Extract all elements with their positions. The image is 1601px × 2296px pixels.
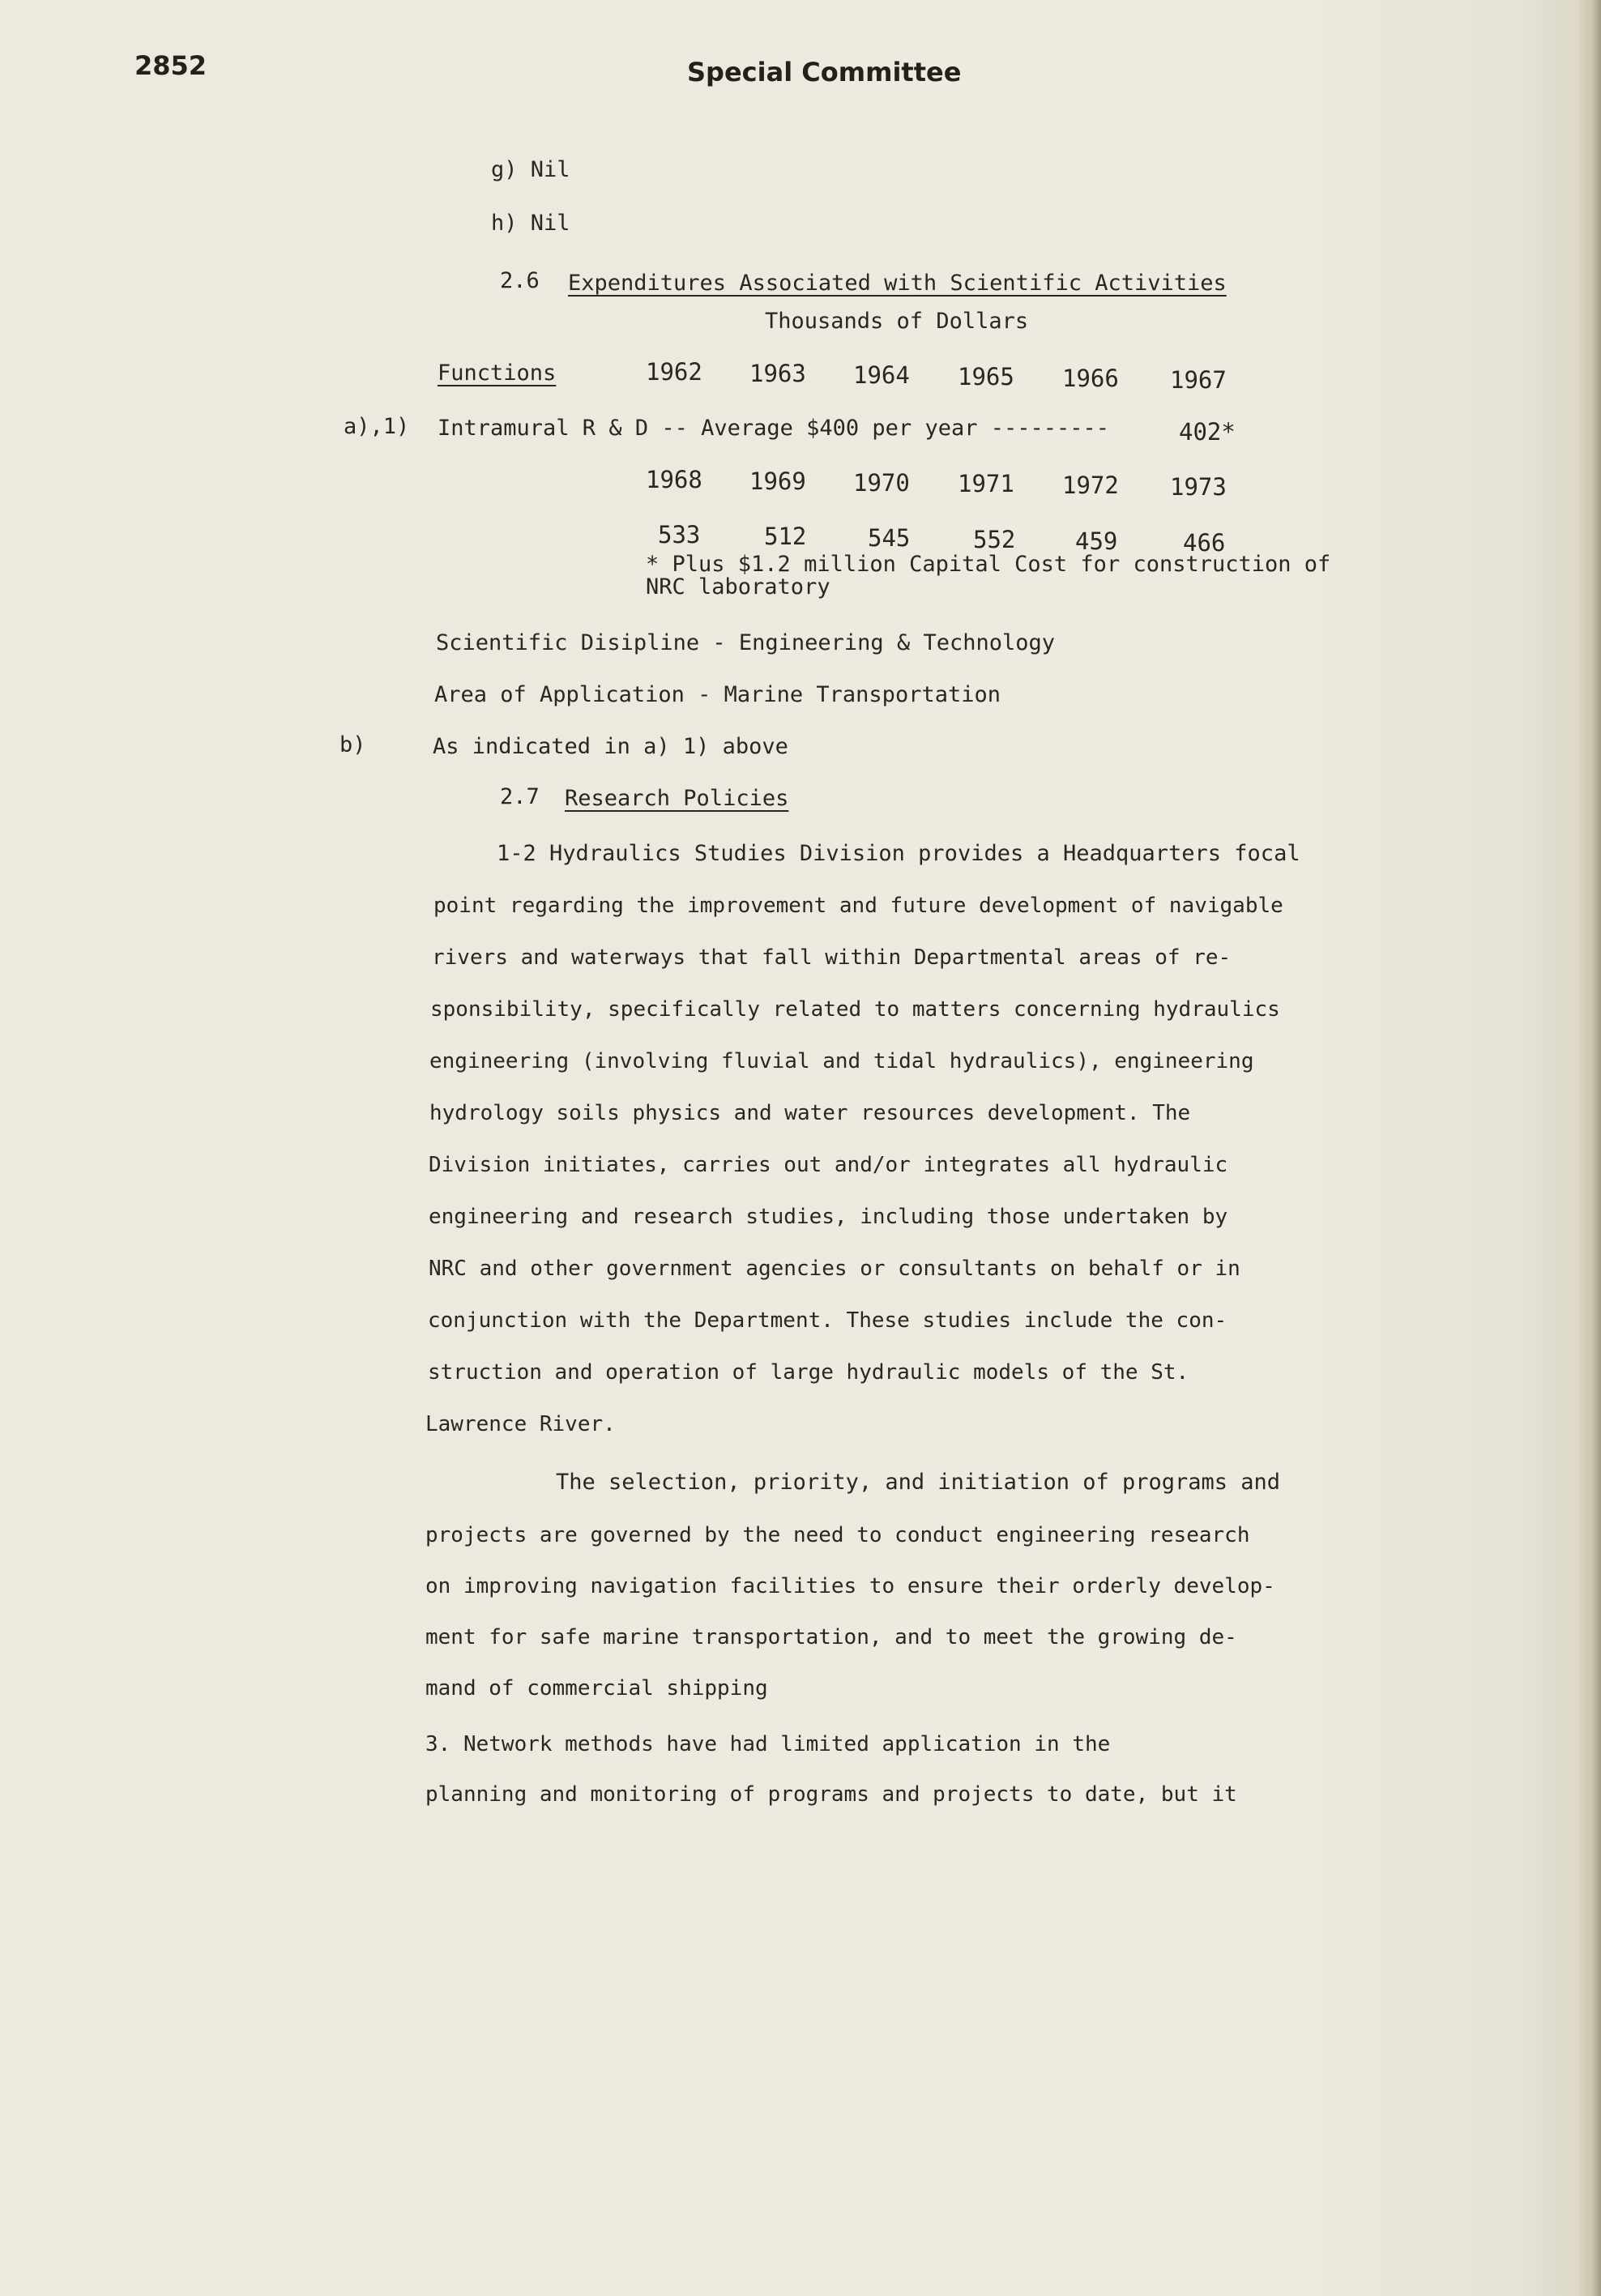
- value-cell: 512: [764, 523, 807, 550]
- item-b-marker: b): [339, 732, 366, 758]
- paragraph-line: Lawrence River.: [425, 1412, 616, 1436]
- year-cell: 1971: [958, 470, 1014, 497]
- paragraph-line: hydrology soils physics and water resources development. The: [429, 1101, 1191, 1125]
- value-cell: 466: [1183, 529, 1226, 557]
- section-2-7-heading: Research Policies: [565, 786, 789, 811]
- item-h: h) Nil: [491, 211, 570, 236]
- section-2-6-number: 2.6: [500, 268, 540, 293]
- table-units: Thousands of Dollars: [765, 309, 1029, 334]
- year-cell: 1964: [853, 361, 910, 389]
- intramural-row-text: Intramural R & D -- Average $400 per year ---------: [438, 416, 1110, 441]
- year-cell: 1968: [646, 466, 702, 493]
- year-cell: 1966: [1062, 365, 1119, 392]
- year-cell: 1965: [958, 363, 1014, 390]
- footnote-line-1: * Plus $1.2 million Capital Cost for construction of: [646, 552, 1331, 577]
- paragraph-line: engineering (involving fluvial and tidal hydraulics), engineering: [429, 1049, 1254, 1073]
- year-cell: 1969: [749, 467, 806, 495]
- paragraph-line: engineering and research studies, including those undertaken by: [429, 1205, 1228, 1229]
- section-2-6-heading: Expenditures Associated with Scientific Activities: [568, 271, 1227, 296]
- paragraph-line: NRC and other government agencies or consultants on behalf or in: [429, 1257, 1240, 1281]
- paragraph-line: 3. Network methods have had limited application in the: [425, 1732, 1111, 1756]
- year-cell: 1967: [1170, 366, 1227, 394]
- paragraph-line: The selection, priority, and initiation of programs and: [556, 1470, 1281, 1495]
- value-cell: 459: [1075, 527, 1118, 555]
- paragraph-line: struction and operation of large hydraulic models of the St.: [428, 1360, 1189, 1385]
- paragraph-line: rivers and waterways that fall within Departmental areas of re-: [432, 945, 1232, 970]
- paragraph-line: planning and monitoring of programs and projects to date, but it: [425, 1782, 1237, 1807]
- item-g: g) Nil: [491, 157, 570, 182]
- year-cell: 1970: [853, 469, 910, 497]
- value-cell: 552: [973, 526, 1016, 553]
- paragraph-line: sponsibility, specifically related to matters concerning hydraulics: [430, 997, 1280, 1022]
- footnote-line-2: NRC laboratory: [646, 574, 830, 600]
- page-number: 2852: [134, 50, 207, 81]
- paragraph-line: ment for safe marine transportation, and to meet the growing de-: [425, 1625, 1237, 1649]
- functions-label: Functions: [438, 361, 557, 386]
- section-2-7-number: 2.7: [500, 784, 540, 809]
- year-cell: 1973: [1170, 473, 1227, 501]
- paragraph-line: 1-2 Hydraulics Studies Division provides a Headquarters focal: [497, 841, 1300, 866]
- year-cell: 1972: [1062, 472, 1119, 499]
- paragraph-line: conjunction with the Department. These studies include the con-: [428, 1308, 1227, 1333]
- paragraph-line: mand of commercial shipping: [425, 1676, 768, 1701]
- year-cell: 1962: [646, 358, 702, 386]
- area-of-application: Area of Application - Marine Transportation: [434, 682, 1001, 707]
- paragraph-line: projects are governed by the need to conduct engineering research: [425, 1523, 1250, 1547]
- paragraph-line: Division initiates, carries out and/or integrates all hydraulic: [429, 1153, 1228, 1177]
- page-edge: [1580, 0, 1601, 2296]
- intramural-1967-value: 402*: [1179, 418, 1236, 446]
- scientific-discipline: Scientific Disipline - Engineering & Technology: [436, 630, 1056, 655]
- paragraph-line: on improving navigation facilities to ensure their orderly develop-: [425, 1574, 1275, 1598]
- value-cell: 545: [868, 524, 911, 552]
- paragraph-line: point regarding the improvement and future development of navigable: [433, 894, 1283, 918]
- running-title: Special Committee: [687, 57, 962, 87]
- year-cell: 1963: [749, 360, 806, 387]
- value-cell: 533: [658, 521, 701, 548]
- row-marker-a1: a),1): [344, 414, 410, 439]
- item-b-text: As indicated in a) 1) above: [433, 734, 788, 759]
